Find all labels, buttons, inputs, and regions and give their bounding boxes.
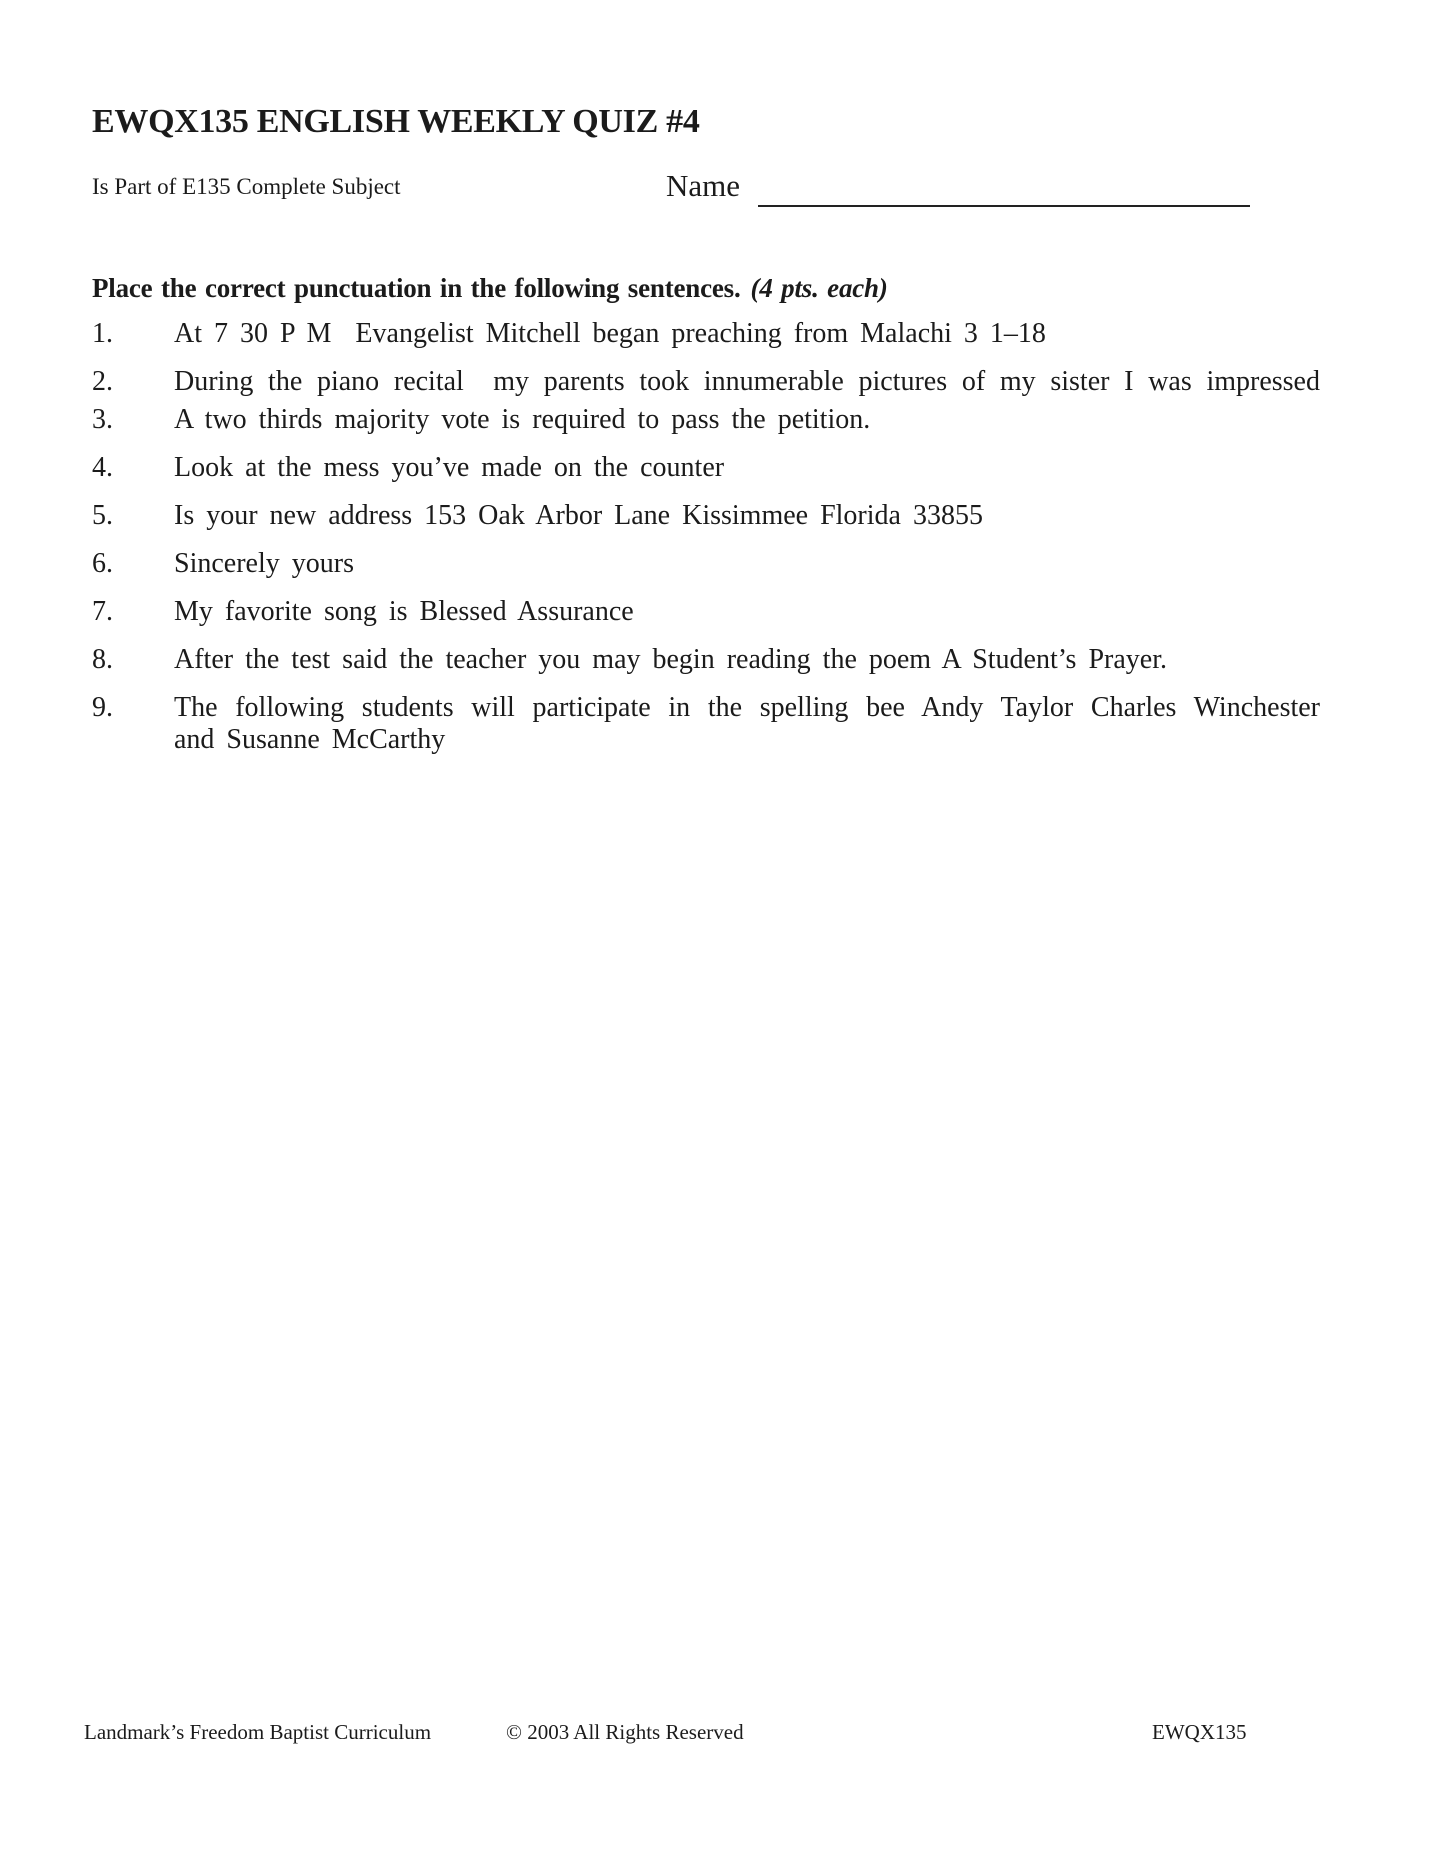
item-text: Look at the mess you’ve made on the counter bbox=[174, 452, 725, 483]
item-text: After the test said the teacher you may begin reading the poem A Student’s Prayer. bbox=[174, 644, 1167, 675]
quiz-item bbox=[92, 404, 1320, 436]
item-number: 7. bbox=[92, 596, 113, 627]
quiz-item bbox=[92, 644, 1320, 676]
footer-document-code: EWQX135 bbox=[1152, 1720, 1247, 1744]
footer-publisher: Landmark’s Freedom Baptist Curriculum bbox=[84, 1720, 432, 1744]
item-number: 3. bbox=[92, 404, 113, 435]
item-number: 1. bbox=[92, 318, 113, 349]
quiz-item bbox=[92, 548, 1320, 580]
quiz-item bbox=[92, 596, 1320, 628]
footer-copyright: © 2003 All Rights Reserved bbox=[506, 1720, 744, 1744]
quiz-item bbox=[92, 318, 1320, 350]
quiz-item bbox=[92, 452, 1320, 484]
item-text: A two thirds majority vote is required to pass the petition. bbox=[174, 404, 871, 435]
item-text: During the piano recital my parents took innumerable pictures of my sister I was impressed bbox=[174, 366, 1320, 397]
quiz-item bbox=[92, 366, 1320, 398]
item-text-line-1: The following students will participate in the spelling bee Andy Taylor Charles Winchester bbox=[174, 692, 1320, 723]
page-title: EWQX135 ENGLISH WEEKLY QUIZ #4 bbox=[92, 103, 700, 140]
quiz-item bbox=[92, 500, 1320, 532]
item-number: 5. bbox=[92, 500, 113, 531]
item-text bbox=[174, 692, 1320, 756]
item-number: 4. bbox=[92, 452, 113, 483]
item-number: 9. bbox=[92, 692, 113, 723]
item-text: Sincerely yours bbox=[174, 548, 354, 579]
points-note: (4 pts. each) bbox=[750, 273, 888, 303]
item-text: At 7 30 P M Evangelist Mitchell began preaching from Malachi 3 1–18 bbox=[174, 318, 1046, 349]
quiz-item bbox=[92, 692, 1320, 756]
instructions bbox=[92, 270, 1320, 306]
quiz-body bbox=[92, 270, 1320, 772]
course-subtitle: Is Part of E135 Complete Subject bbox=[92, 174, 401, 199]
name-input-line[interactable] bbox=[758, 183, 1250, 207]
item-number: 6. bbox=[92, 548, 113, 579]
item-text: My favorite song is Blessed Assurance bbox=[174, 596, 634, 627]
item-text: Is your new address 153 Oak Arbor Lane Kissimmee Florida 33855 bbox=[174, 500, 983, 531]
item-number: 2. bbox=[92, 366, 113, 397]
item-number: 8. bbox=[92, 644, 113, 675]
instructions-text: Place the correct punctuation in the following sentences. bbox=[92, 273, 741, 303]
name-label: Name bbox=[666, 168, 741, 203]
item-text-line-2: and Susanne McCarthy bbox=[174, 724, 446, 755]
